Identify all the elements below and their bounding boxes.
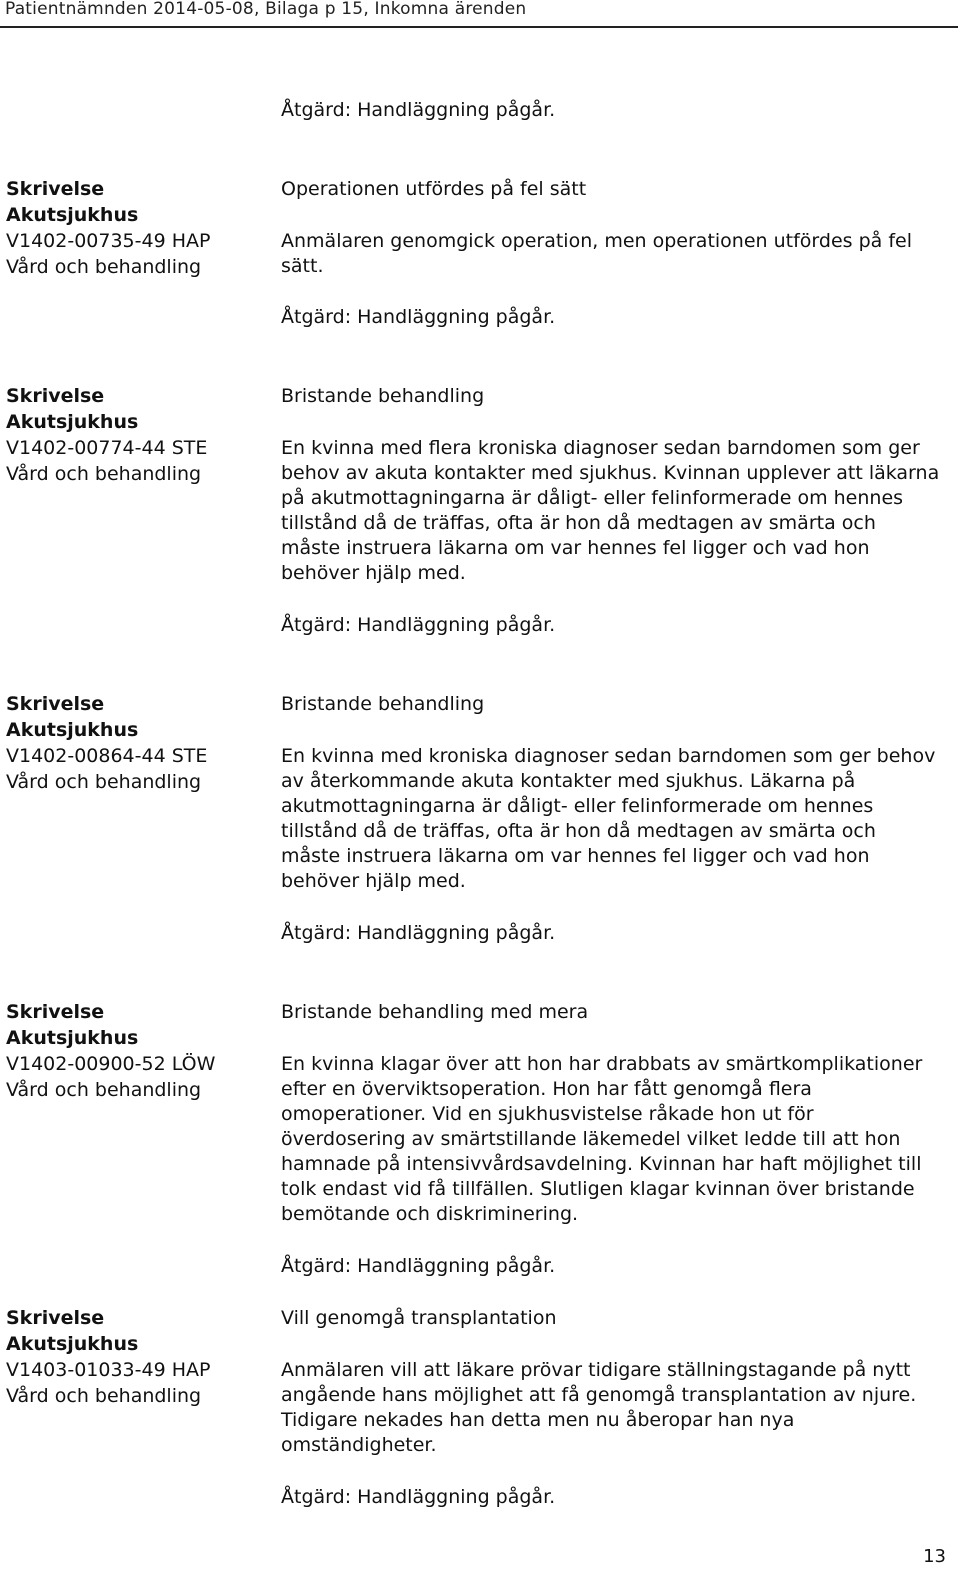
case-id: V1402-00864-44 STE	[6, 745, 208, 767]
case-id: V1402-00900-52 LÖW	[6, 1053, 216, 1075]
case-meta	[6, 691, 266, 795]
case-description: En kvinna klagar över att hon har drabbats av smärtkomplikationer efter en överviktsoperation. Hon har fått genomgå flera omoperationer. Vid en sjukhusvistelse råkade hon ut för överdosering av smärtstillande läkemedel vilket ledde till att hon hamnade på intensivvårdsavdelning. Kvinnan har haft möjlighet till tolk endast vid få tillfällen. Slutligen klagar kvinnan över bristande bemötande och diskriminering.	[281, 1053, 923, 1225]
case-unit: Akutsjukhus	[6, 719, 139, 741]
case-meta	[6, 999, 266, 1103]
case-category: Vård och behandling	[6, 463, 202, 485]
case-title: Bristande behandling	[281, 385, 485, 407]
case-title: Bristande behandling med mera	[281, 1001, 589, 1023]
case-meta	[6, 383, 266, 487]
header-text: Patientnämnden 2014-05-08, Bilaga p 15, Inkomna ärenden	[5, 0, 527, 19]
case-description: Anmälaren vill att läkare prövar tidigare ställningstagande på nytt angående hans möjlighet att få genomgå transplantation av njure. Tidigare nekades han detta men nu åberopar han nya omständigheter.	[281, 1359, 917, 1456]
case-type: Skrivelse	[6, 385, 105, 407]
case-meta	[6, 1305, 266, 1409]
case-description: Anmälaren genomgick operation, men operationen utfördes på fel sätt.	[281, 230, 912, 277]
header-rule	[0, 26, 958, 28]
action-status: Åtgärd: Handläggning pågår.	[281, 1486, 556, 1508]
case-type: Skrivelse	[6, 178, 105, 200]
case-unit: Akutsjukhus	[6, 1333, 139, 1355]
case-id: V1403-01033-49 HAP	[6, 1359, 211, 1381]
case-unit: Akutsjukhus	[6, 204, 139, 226]
case-unit: Akutsjukhus	[6, 411, 139, 433]
action-status: Åtgärd: Handläggning pågår.	[281, 306, 556, 328]
action-status: Åtgärd: Handläggning pågår.	[281, 922, 556, 944]
case-content	[281, 1305, 941, 1458]
case-category: Vård och behandling	[6, 256, 202, 278]
case-unit: Akutsjukhus	[6, 1027, 139, 1049]
case-content	[281, 691, 941, 894]
page-number: 13	[923, 1546, 946, 1567]
case-title: Bristande behandling	[281, 693, 485, 715]
case-category: Vård och behandling	[6, 1079, 202, 1101]
case-id: V1402-00735-49 HAP	[6, 230, 211, 252]
case-category: Vård och behandling	[6, 771, 202, 793]
case-content	[281, 176, 941, 279]
case-description: En kvinna med flera kroniska diagnoser sedan barndomen som ger behov av akuta kontakter med sjukhus. Kvinnan upplever att läkarna på akutmottagningarna är dåligt- eller felinformerade om hennes tillstånd då de träffas, ofta är hon då medtagen av smärta och måste instruera läkarna om var hennes fel ligger och vad hon behöver hjälp med.	[281, 437, 940, 584]
case-content	[281, 999, 941, 1227]
page-header	[0, 0, 960, 31]
case-id: V1402-00774-44 STE	[6, 437, 208, 459]
case-category: Vård och behandling	[6, 1385, 202, 1407]
case-title: Operationen utfördes på fel sätt	[281, 178, 587, 200]
action-status: Åtgärd: Handläggning pågår.	[281, 1255, 556, 1277]
case-title: Vill genomgå transplantation	[281, 1307, 557, 1329]
case-type: Skrivelse	[6, 693, 105, 715]
case-type: Skrivelse	[6, 1307, 105, 1329]
case-type: Skrivelse	[6, 1001, 105, 1023]
case-meta	[6, 176, 266, 280]
case-content	[281, 383, 941, 586]
action-status: Åtgärd: Handläggning pågår.	[281, 99, 556, 121]
action-status: Åtgärd: Handläggning pågår.	[281, 614, 556, 636]
case-description: En kvinna med kroniska diagnoser sedan barndomen som ger behov av återkommande akuta kontakter med sjukhus. Läkarna på akutmottagningarna är dåligt- eller felinformerade om hennes tillstånd då de träffas, ofta är hon då medtagen av smärta och måste instruera läkarna om var hennes fel ligger och vad hon behöver hjälp med.	[281, 745, 936, 892]
